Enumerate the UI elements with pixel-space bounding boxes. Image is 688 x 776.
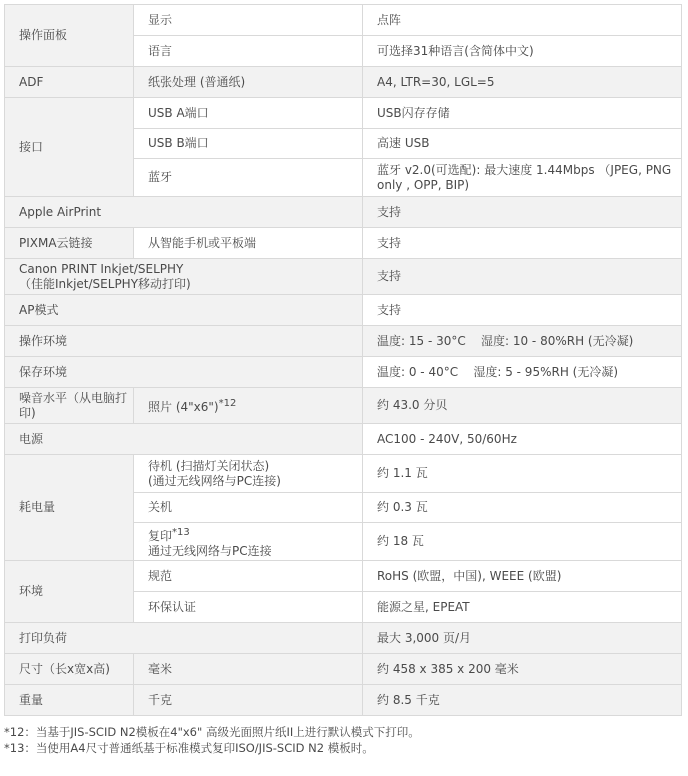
row-label-duty: 打印负荷 [5, 623, 363, 654]
selphy-line-2: （佳能Inkjet/SELPHY移动打印) [19, 276, 191, 291]
row-label-consumption: 耗电量 [5, 455, 134, 561]
table-row [5, 357, 682, 388]
table-row [5, 67, 682, 98]
cell-value: A4, LTR=30, LGL=5 [363, 67, 682, 98]
table-row [5, 424, 682, 455]
cell-key: 纸张处理 (普通纸) [134, 67, 363, 98]
cell-key: 蓝牙 [134, 159, 363, 197]
table-row [5, 197, 682, 228]
cell-key: 环保认证 [134, 592, 363, 623]
row-label-ap: AP模式 [5, 295, 363, 326]
table-row [5, 98, 682, 129]
table-row [5, 259, 682, 295]
table-row [5, 623, 682, 654]
table-row [5, 326, 682, 357]
cell-value: RoHS (欧盟，中国), WEEE (欧盟) [363, 561, 682, 592]
footnote-12: *12：当基于JIS-SCID N2模板在4"x6" 高级光面照片纸II上进行默认模式下打印。 [4, 725, 420, 739]
row-label-op-env: 操作环境 [5, 326, 363, 357]
row-label-weight: 重量 [5, 685, 134, 716]
spec-table [4, 4, 682, 716]
row-label-pixma: PIXMA云链接 [5, 228, 134, 259]
cell-value: 高速 USB [363, 129, 682, 159]
noise-line-2: 印) [19, 405, 36, 420]
row-label-size: 尺寸（长x宽x高) [5, 654, 134, 685]
cell-value: 最大 3,000 页/月 [363, 623, 682, 654]
cell-value: 约 0.3 瓦 [363, 493, 682, 523]
cell-value: 温度: 0 - 40°C 湿度: 5 - 95%RH (无冷凝) [363, 357, 682, 388]
row-label-store-env: 保存环境 [5, 357, 363, 388]
cell-value: 约 458 x 385 x 200 毫米 [363, 654, 682, 685]
row-label-power: 电源 [5, 424, 363, 455]
row-label-adf: ADF [5, 67, 134, 98]
table-row [5, 685, 682, 716]
selphy-line-1: Canon PRINT Inkjet/SELPHY [19, 261, 184, 276]
cell-key: 规范 [134, 561, 363, 592]
table-row [5, 654, 682, 685]
cell-value: 可选择31种语言(含简体中文) [363, 36, 682, 67]
cell-key: 语言 [134, 36, 363, 67]
cell-value: 温度: 15 - 30°C 湿度: 10 - 80%RH (无冷凝) [363, 326, 682, 357]
cell-value: 支持 [363, 197, 682, 228]
cell-value: 支持 [363, 295, 682, 326]
cell-key: 复印$^{*13}$ 通过无线网络与PC连接 [134, 523, 363, 561]
cell-value: 约 18 瓦 [363, 523, 682, 561]
cell-value: AC100 - 240V, 50/60Hz [363, 424, 682, 455]
row-label-interface: 接口 [5, 98, 134, 197]
row-label-noise [5, 388, 134, 424]
cell-value: 能源之星, EPEAT [363, 592, 682, 623]
table-row [5, 455, 682, 493]
cell-value: 支持 [363, 259, 682, 295]
cell-key: USB A端口 [134, 98, 363, 129]
cell-value: 点阵 [363, 5, 682, 36]
footnote-13: *13：当使用A4尺寸普通纸基于标准模式复印ISO/JIS-SCID N2 模板时。 [4, 741, 374, 755]
cell-value: 约 43.0 分贝 [363, 388, 682, 424]
cell-key: 显示 [134, 5, 363, 36]
bt-line-2: only , OPP, BIP) [377, 177, 470, 192]
cell-value: 支持 [363, 228, 682, 259]
footnote-ref-12: *12 [218, 398, 237, 409]
cell-value: 约 1.1 瓦 [363, 455, 682, 493]
cell-key: 从智能手机或平板端 [134, 228, 363, 259]
cell-key: 千克 [134, 685, 363, 716]
table-row [5, 228, 682, 259]
bt-line-1: 蓝牙 v2.0(可选配): 最大速度 1.44Mbps （JPEG, PNG [377, 162, 672, 177]
cell-key: USB B端口 [134, 129, 363, 159]
cell-value: USB闪存存储 [363, 98, 682, 129]
noise-line-1: 噪音水平（从电脑打 [19, 390, 128, 405]
cell-key: 待机 (扫描灯关闭状态) (通过无线网络与PC连接) [134, 455, 363, 493]
row-label-selphy [5, 259, 363, 295]
row-label-panel: 操作面板 [5, 5, 134, 67]
row-label-airprint: Apple AirPrint [5, 197, 363, 228]
row-label-environment: 环境 [5, 561, 134, 623]
table-row [5, 295, 682, 326]
cell-key: 关机 [134, 493, 363, 523]
table-row [5, 561, 682, 592]
footnotes [4, 724, 688, 756]
cell-value: 约 8.5 千克 [363, 685, 682, 716]
cell-key: 毫米 [134, 654, 363, 685]
table-row [5, 388, 682, 424]
cell-key: 照片 (4"x6")$^{*12}$ [134, 388, 363, 424]
table-row [5, 5, 682, 36]
cell-value [363, 159, 682, 197]
footnote-ref-13: *13 [172, 526, 190, 538]
